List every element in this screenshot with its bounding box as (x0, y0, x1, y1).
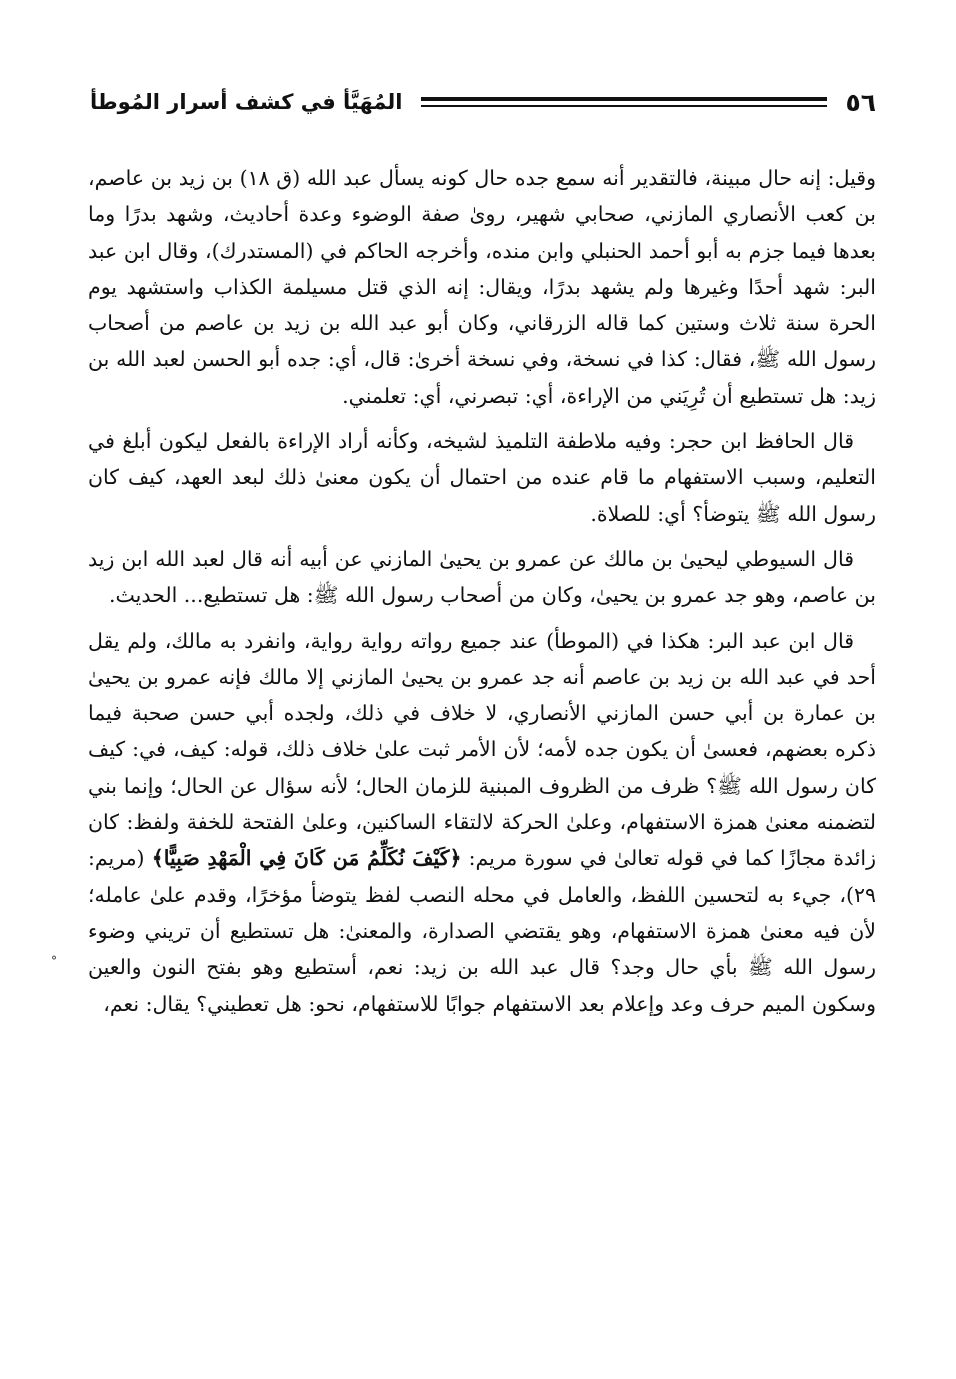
paragraph-4-text-a: قال ابن عبد البر: هكذا في (الموطأ) عند جميع رواته رواية رواية، وانفرد به مالك، ولم يقل أحد في عبد الله بن زيد بن عاصم أنه جد عمرو بن يحيىٰ المازني إلا مالك فإنه عمرو بن يحيىٰ بن عمارة بن أبي حسن المازني الأنصاري، لا خلاف في ذلك، ولجده أبي حسن صحبة فيما ذكره بعضهم، فعسىٰ أن يكون جده لأمه؛ لأن الأمر ثبت علىٰ خلاف ذلك، قوله: كيف، في: كيف كان رسول الله ﷺ؟ ظرف من الظروف المبنية للزمان الحال؛ لأنه سؤال عن الحال؛ وإنما بني لتضمنه معنىٰ همزة الاستفهام، وعلىٰ الحركة لالتقاء الساكنين، وعلىٰ الفتحة للخفة ولفظ: كان زائدة مجازًا كما في قوله تعالىٰ في سورة مريم: (88, 628, 877, 871)
running-header (90, 82, 876, 122)
paragraph-2-text: قال الحافظ ابن حجر: وفيه ملاطفة التلميذ لشيخه، وكأنه أراد الإراءة بالفعل ليكون أبلغ في التعليم، وسبب الاستفهام ما قام عنده من احتمال أن يكون معنىٰ ذلك لبعد العهد، كيف كان رسول الله ﷺ يتوضأ؟ أي: للصلاة. (88, 429, 876, 526)
body-text (88, 160, 876, 1031)
paragraph-3-text: قال السيوطي ليحيىٰ بن مالك عن عمرو بن يحيىٰ المازني عن أبيه أنه قال لعبد الله ابن زيد بن عاصم، وهو جد عمرو بن يحيىٰ، وكان من أصحاب رسول الله ﷺ: هل تستطيع... الحديث. (88, 546, 876, 608)
paragraph-2 (88, 423, 876, 532)
paragraph-1-text: وقيل: إنه حال مبينة، فالتقدير أنه سمع جده حال كونه يسأل عبد الله (ق ١٨) بن زيد بن عاصم، بن كعب الأنصاري المازني، صحابي شهير، روىٰ صفة الوضوء وعدة أحاديث، وشهد بدرًا وما بعدها فيما جزم به أبو أحمد الحنبلي وابن منده، وأخرجه الحاكم في (المستدرك)، وقال ابن عبد البر: شهد أحدًا وغيرها ولم يشهد بدرًا، ويقال: إنه الذي قتل مسيلمة الكذاب واستشهد يوم الحرة سنة ثلاث وستين كما قاله الزرقاني، وكان أبو عبد الله بن زيد بن عاصم من أصحاب رسول الله ﷺ، فقال: كذا في نسخة، وفي نسخة أخرىٰ: قال، أي: جده أبو الحسن لعبد الله بن زيد: هل تستطيع أن تُرِيَني من الإراءة، أي: تبصرني، أي: تعلمني. (88, 166, 876, 408)
paragraph-4-text-b: (مريم: ٢٩)، جيء به لتحسين اللفظ، والعامل في محله النصب لفظ يتوضأ مؤخرًا، وقدم علىٰ عامله؛ لأن فيه معنىٰ همزة الاستفهام، وهو يقتضي الصدارة، والمعنىٰ: هل تستطيع أن تريني وضوء رسول الله ﷺ بأي حال وجد؟ قال عبد الله بن زيد: نعم، أستطيع وهو بفتح النون والعين وسكون الميم حرف وعد وإعلام بعد الاستفهام جوابًا للاستفهام، نحو: هل تعطيني؟ يقال: نعم، (88, 846, 876, 1016)
book-title: المُهَيَّأ في كشف أسرار المُوطأ (90, 90, 403, 114)
paragraph-4 (88, 623, 876, 1022)
header-double-rule (421, 97, 828, 107)
paragraph-1 (88, 160, 876, 414)
paragraph-3 (88, 541, 876, 614)
margin-mark: ﹾ (52, 956, 57, 972)
quran-verse: ﴿كَيْفَ نُكَلِّمُ مَن كَانَ فِي الْمَهْدِ صَبِيًّا﴾ (151, 846, 462, 871)
page-number: ٥٦ (845, 87, 876, 117)
